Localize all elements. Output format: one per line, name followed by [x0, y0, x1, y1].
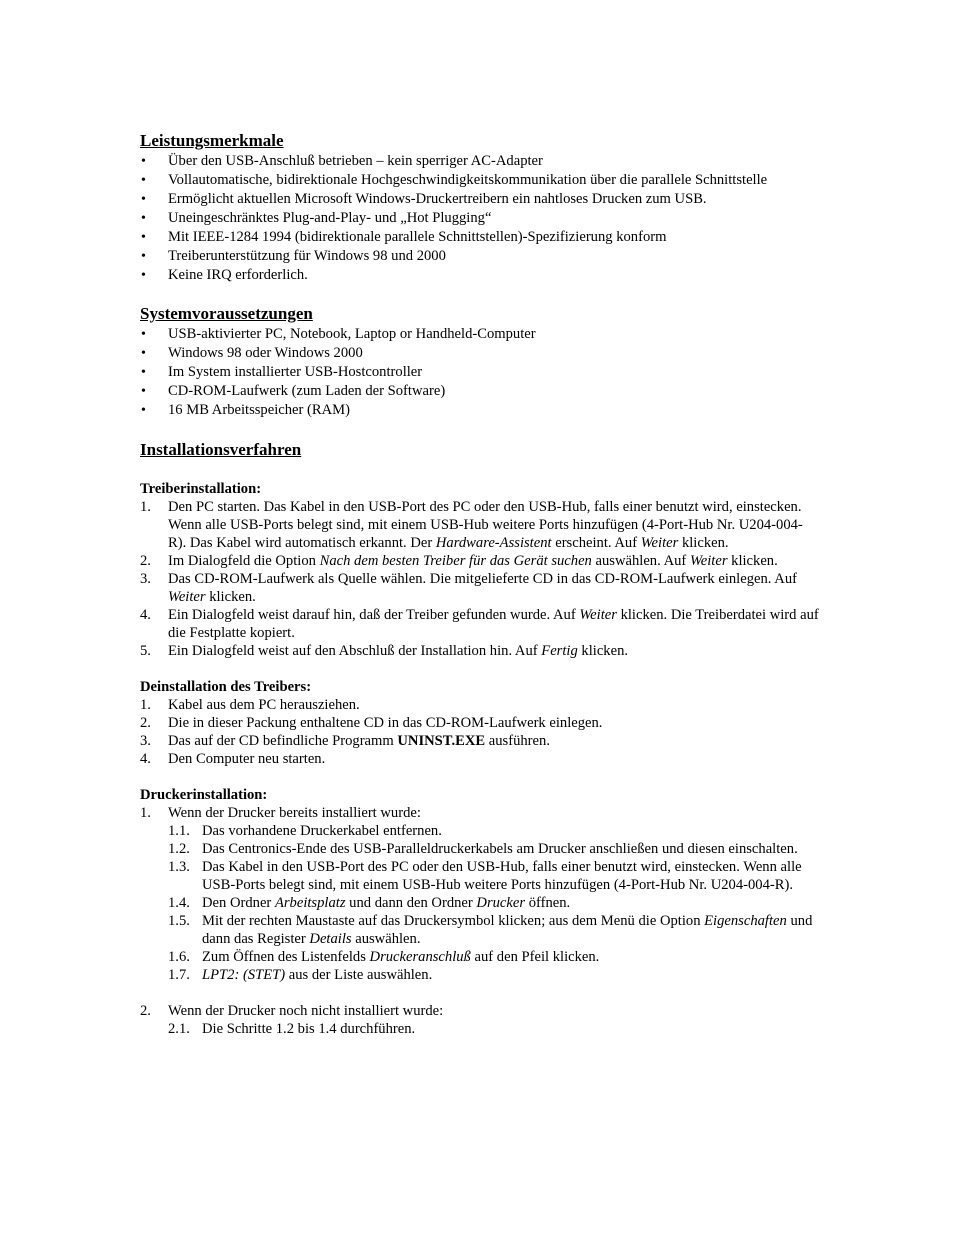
list-item: 1.2. Das Centronics-Ende des USB-Paralleldruckerkabels am Drucker anschließen und diesen einschalten.: [168, 841, 798, 857]
list-item: 2. Die in dieser Packung enthaltene CD in das CD-ROM-Laufwerk einlegen.: [140, 715, 603, 731]
list-item: 2. Im Dialogfeld die Option Nach dem besten Treiber für das Gerät suchen auswählen. Auf Weiter klicken.: [140, 553, 778, 569]
list-item: 3. Das auf der CD befindliche Programm UNINST.EXE ausführen.: [140, 733, 550, 749]
list-item: 1.5. Mit der rechten Maustaste auf das Druckersymbol klicken; aus dem Menü die Option Eigenschaften und dann das Register Details auswählen.: [168, 913, 813, 947]
list-item: 4. Ein Dialogfeld weist darauf hin, daß der Treiber gefunden wurde. Auf Weiter klicken. Die Treiberdatei wird auf die Festplatte kopiert.: [140, 607, 819, 641]
features-list: [140, 152, 820, 285]
list-item: 2. Wenn der Drucker noch nicht installiert wurde: 2.1. Die Schritte 1.2 bis 1.4 durchführen.: [140, 1002, 820, 1038]
printer-substeps: [168, 822, 820, 984]
list-item: 1.6. Zum Öffnen des Listenfelds Druckeranschluß auf den Pfeil klicken.: [168, 949, 600, 965]
installation-heading: Installationsverfahren: [140, 440, 302, 459]
list-item: • Windows 98 oder Windows 2000: [140, 344, 820, 363]
list-item: • Treiberunterstützung für Windows 98 und 2000: [140, 247, 820, 266]
list-item: 1.7. LPT2: (STET) aus der Liste auswählen.: [168, 967, 433, 983]
list-item: • Ermöglicht aktuellen Microsoft Windows-Druckertreibern ein nahtloses Drucken zum USB.: [140, 190, 820, 209]
list-item: 5. Ein Dialogfeld weist auf den Abschluß der Installation hin. Auf Fertig klicken.: [140, 643, 629, 659]
list-item: • Mit IEEE-1284 1994 (bidirektionale parallele Schnittstellen)-Spezifizierung konform: [140, 228, 820, 247]
list-item: 4. Den Computer neu starten.: [140, 751, 326, 767]
list-item: • 16 MB Arbeitsspeicher (RAM): [140, 401, 820, 420]
uninstall-heading: Deinstallation des Treibers:: [140, 679, 312, 695]
features-heading: Leistungsmerkmale: [140, 131, 284, 150]
list-item: • Über den USB-Anschluß betrieben – kein sperriger AC-Adapter: [140, 152, 820, 171]
list-item: 1. Wenn der Drucker bereits installiert wurde: 1.1. Das vorhandene Druckerkabel entfernen. 1.2. Das Centronics-Ende des USB-Paralleldruckerkabels am Drucker anschließen und diesen einschalten. 1.3. Das Kabel in den USB-Port des PC oder den USB-Hub, falls einer benutzt wird, einstecken. Wenn alle USB-Ports belegt sind, mit einem USB-Hub weitere Ports hinzufügen (4-Port-Hub Nr. U204-004-R). 1.4. Den Ordner Arbeitsplatz und dann den Ordner Drucker öffnen. 1.5. Mit der rechten Maustaste auf das Druckersymbol klicken; aus dem Menü die Option Eigenschaften und dann das Register Details auswählen. 1.6. Zum Öffnen des Listenfelds Druckeranschluß auf den Pfeil klicken. 1.7. LPT2: (STET) aus der Liste auswählen.: [140, 804, 820, 984]
list-item: • Vollautomatische, bidirektionale Hochgeschwindigkeitskommunikation über die parallele Schnittstelle: [140, 171, 820, 190]
list-item: • USB-aktivierter PC, Notebook, Laptop or Handheld-Computer: [140, 325, 820, 344]
driver-install-heading: Treiberinstallation:: [140, 481, 262, 497]
list-item: 1.1. Das vorhandene Druckerkabel entfernen.: [168, 823, 442, 839]
list-item: 1.4. Den Ordner Arbeitsplatz und dann den Ordner Drucker öffnen.: [168, 895, 571, 911]
requirements-list: [140, 325, 820, 420]
printer-install-heading: Druckerinstallation:: [140, 787, 268, 803]
list-item: 1.3. Das Kabel in den USB-Port des PC oder den USB-Hub, falls einer benutzt wird, einstecken. Wenn alle USB-Ports belegt sind, mit einem USB-Hub weitere Ports hinzufügen (4-Port-Hub Nr. U204-004-R).: [168, 859, 802, 893]
list-item: • Uneingeschränktes Plug-and-Play- und „Hot Plugging“: [140, 209, 820, 228]
printer-substeps: [168, 1020, 820, 1038]
list-item: 1. Kabel aus dem PC herausziehen.: [140, 697, 360, 713]
uninstall-steps: [140, 696, 820, 768]
list-item: • Im System installierter USB-Hostcontroller: [140, 363, 820, 382]
driver-install-steps: [140, 498, 820, 660]
document-page: [140, 130, 820, 1038]
list-item: • Keine IRQ erforderlich.: [140, 266, 820, 285]
requirements-heading: Systemvoraussetzungen: [140, 304, 313, 323]
list-item: 3. Das CD-ROM-Laufwerk als Quelle wählen. Die mitgelieferte CD in das CD-ROM-Laufwerk einlegen. Auf Weiter klicken.: [140, 571, 797, 605]
list-item: • CD-ROM-Laufwerk (zum Laden der Software): [140, 382, 820, 401]
list-item: 2.1. Die Schritte 1.2 bis 1.4 durchführen.: [168, 1021, 416, 1037]
list-item: 1. Den PC starten. Das Kabel in den USB-Port des PC oder den USB-Hub, falls einer benutzt wird, einstecken. Wenn alle USB-Ports belegt sind, mit einem USB-Hub weitere Ports hinzufügen (4-Port-Hub Nr. U204-004-R). Das Kabel wird automatisch erkannt. Der Hardware-Assistent erscheint. Auf Weiter klicken.: [140, 499, 803, 551]
printer-install-steps: [140, 804, 820, 1038]
